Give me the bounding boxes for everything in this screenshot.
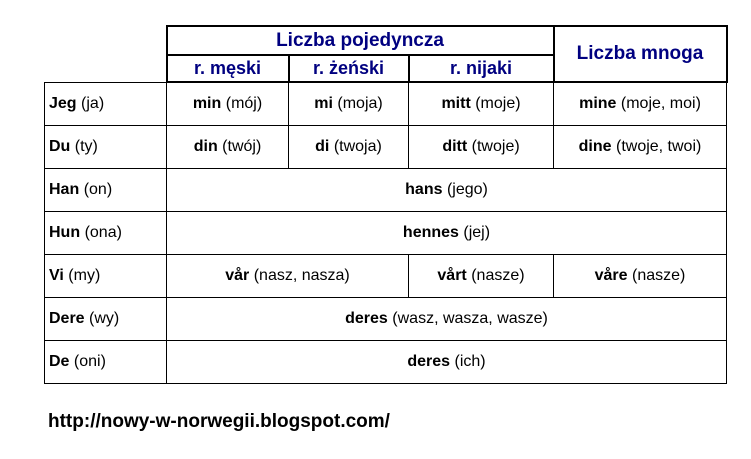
header-singular: Liczba pojedyncza: [167, 26, 554, 55]
cell-plural: våre (nasze): [554, 254, 727, 297]
header-masculine: r. męski: [167, 55, 289, 82]
cell-neut: ditt (twoje): [409, 125, 554, 168]
cell-plural: dine (twoje, twoi): [554, 125, 727, 168]
cell-all: deres (wasz, wasza, wasze): [167, 297, 727, 340]
cell-neut: mitt (moje): [409, 82, 554, 125]
cell-masc-fem: vår (nasz, nasza): [167, 254, 409, 297]
possessive-pronouns-table: [44, 25, 728, 384]
header-plural: Liczba mnoga: [554, 26, 727, 82]
table-row: [45, 125, 727, 168]
blog-url: http://nowy-w-norwegii.blogspot.com/: [48, 411, 390, 432]
row-pronoun: Jeg (ja): [45, 82, 167, 125]
row-pronoun: Han (on): [45, 168, 167, 211]
header-neuter: r. nijaki: [409, 55, 554, 82]
row-pronoun: Dere (wy): [45, 297, 167, 340]
cell-all: hennes (jej): [167, 211, 727, 254]
table-row: [45, 211, 727, 254]
row-pronoun: Hun (ona): [45, 211, 167, 254]
row-pronoun: Du (ty): [45, 125, 167, 168]
row-pronoun: De (oni): [45, 340, 167, 383]
table-row: [45, 168, 727, 211]
cell-fem: di (twoja): [289, 125, 409, 168]
row-pronoun: Vi (my): [45, 254, 167, 297]
table-row: [45, 297, 727, 340]
header-feminine: r. żeński: [289, 55, 409, 82]
cell-plural: mine (moje, moi): [554, 82, 727, 125]
cell-all: hans (jego): [167, 168, 727, 211]
cell-all: deres (ich): [167, 340, 727, 383]
cell-masc: din (twój): [167, 125, 289, 168]
corner-blank: [45, 26, 167, 55]
corner-blank-2: [45, 55, 167, 82]
cell-masc: min (mój): [167, 82, 289, 125]
cell-fem: mi (moja): [289, 82, 409, 125]
table-row: [45, 82, 727, 125]
table-row: [45, 340, 727, 383]
table-row: [45, 254, 727, 297]
cell-neut: vårt (nasze): [409, 254, 554, 297]
